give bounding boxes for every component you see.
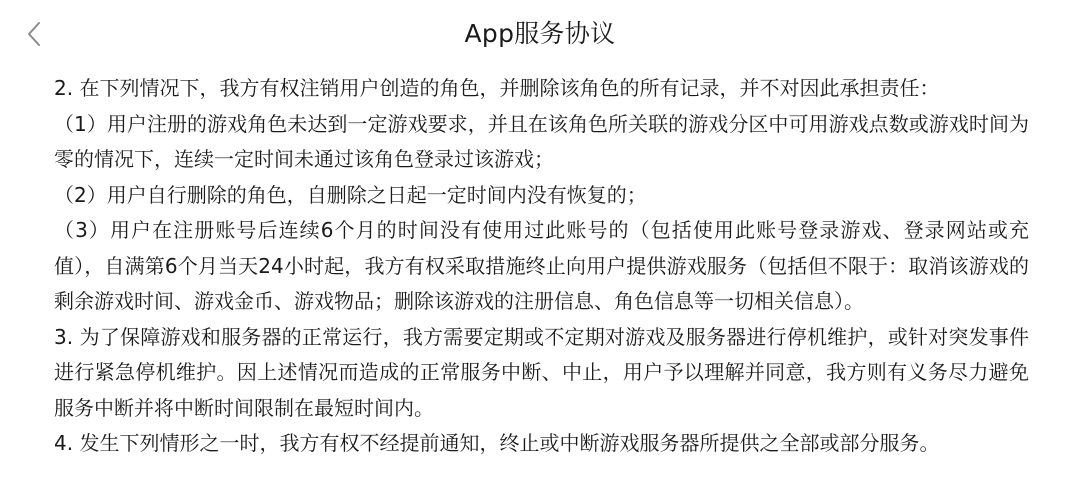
paragraph-item-1: （1）用户注册的游戏角色未达到一定游戏要求，并且在该角色所关联的游戏分区中可用游戏点数或游戏时间为零的情况下，连续一定时间未通过该角色登录过该游戏； [54,111,1029,171]
page-title: App服务协议 [464,19,616,48]
paragraph-section-4: 4. 发生下列情形之一时，我方有权不经提前通知，终止或中断游戏服务器所提供之全部或部分服务。 [54,431,940,455]
agreement-content [54,71,1029,462]
header-bar [0,0,1080,70]
paragraph-item-3: （3）用户在注册账号后连续6个月的时间没有使用过此账号的（包括使用此账号登录游戏、登录网站或充值），自满第6个月当天24小时起，我方有权采取措施终止向用户提供游戏服务（包括但不限于：取消该游戏的剩余游戏时间、游戏金币、游戏物品；删除该游戏的注册信息、角色信息等一切相关信息）。 [54,218,1029,313]
paragraph-section-3: 3. 为了保障游戏和服务器的正常运行，我方需要定期或不定期对游戏及服务器进行停机维护，或针对突发事件进行紧急停机维护。因上述情况而造成的正常服务中断、中止，用户予以理解并同意，我方则有义务尽力避免服务中断并将中断时间限制在最短时间内。 [54,324,1029,420]
paragraph-item-2: （2）用户自行删除的角色，自删除之日起一定时间内没有恢复的； [54,182,647,207]
paragraph-section-2: 2. 在下列情况下，我方有权注销用户创造的角色，并删除该角色的所有记录，并不对因此承担责任： [54,76,940,100]
